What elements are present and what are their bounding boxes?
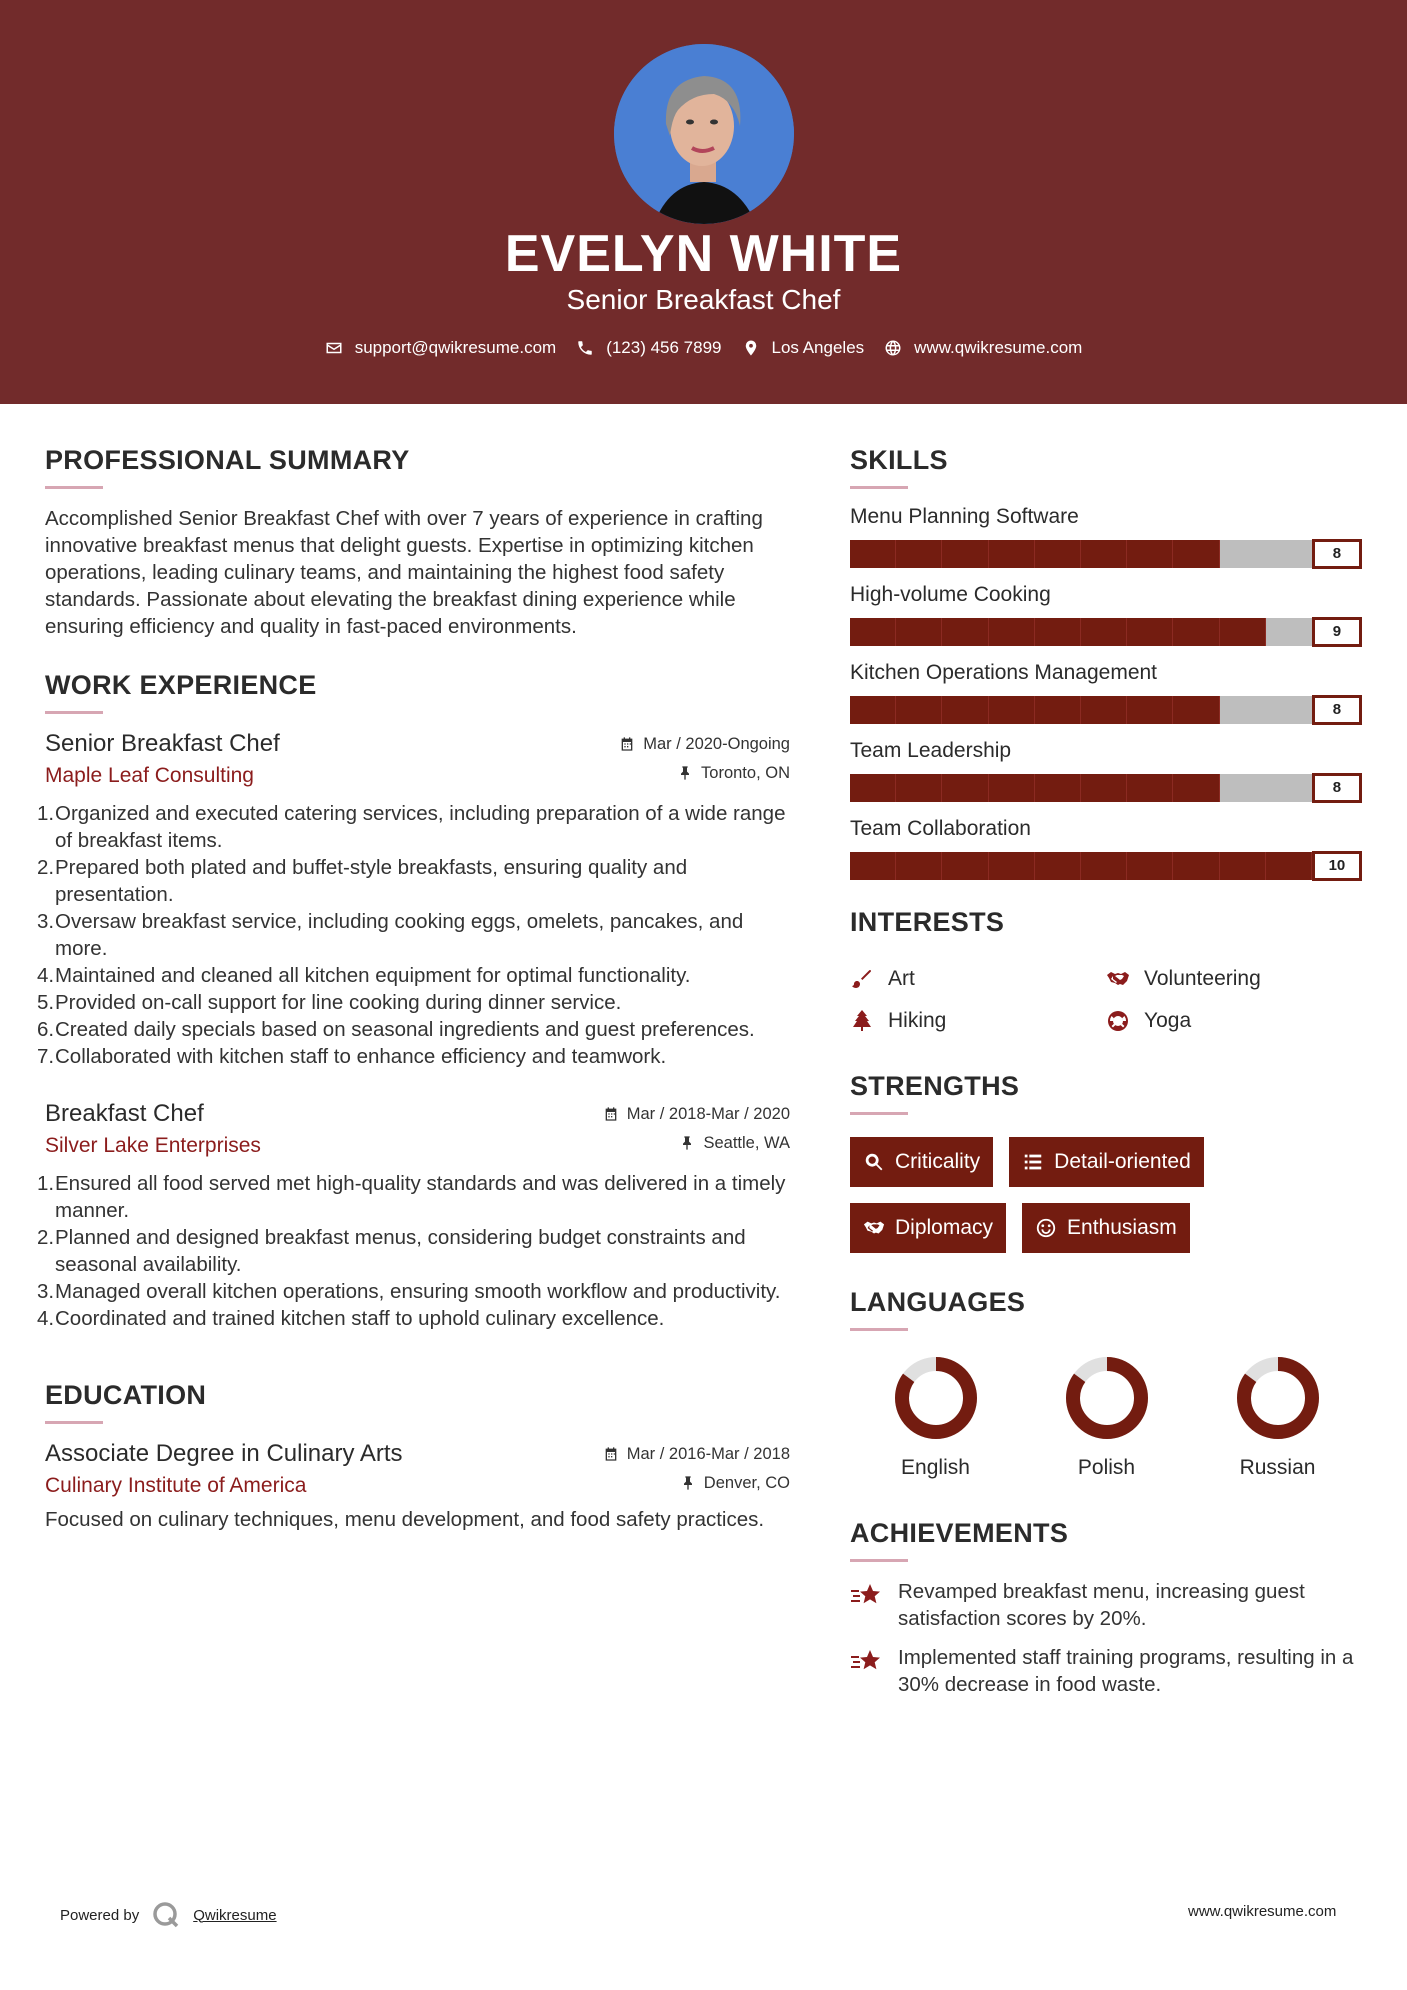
strength-label: Enthusiasm (1067, 1216, 1177, 1239)
paintbrush-icon (850, 967, 874, 991)
tree-icon (850, 1009, 874, 1033)
skill-bar-segment (1220, 618, 1266, 646)
profile-photo (614, 44, 794, 224)
skill-bar-segment (1173, 540, 1219, 568)
skill-bar-segment (896, 774, 942, 802)
section-underline (850, 486, 908, 489)
list-item: 3. Managed overall kitchen operations, ensuring smooth workflow and productivity. (37, 1280, 781, 1303)
skill-bar-segment (989, 774, 1035, 802)
interests-list (850, 967, 1370, 1033)
skill-item (850, 739, 1370, 803)
list-item: 4. Coordinated and trained kitchen staff to uphold culinary excellence. (37, 1307, 665, 1330)
smile-icon (1035, 1217, 1057, 1239)
interest-label: Hiking (888, 1009, 947, 1032)
job-dates (603, 1105, 790, 1124)
list-item: 2. Prepared both plated and buffet-style breakfasts, ensuring quality and presentation. (37, 856, 688, 906)
language-donut (1062, 1353, 1152, 1443)
job-entry (37, 730, 790, 1070)
language-item (850, 1353, 1021, 1480)
job-dates-text: Mar / 2020-Ongoing (643, 734, 790, 753)
skill-bar-segment (1127, 774, 1173, 802)
skill-bar-segment (896, 696, 942, 724)
globe-icon (884, 339, 902, 357)
pushpin-icon (677, 765, 693, 781)
education-heading: EDUCATION (45, 1380, 207, 1410)
skill-bar-segment (1173, 774, 1219, 802)
contact-website-text: www.qwikresume.com (914, 338, 1083, 357)
job-location-text: Toronto, ON (701, 763, 790, 782)
job-title: Senior Breakfast Chef (45, 730, 280, 757)
list-icon (1022, 1151, 1044, 1173)
strength-label: Criticality (895, 1150, 981, 1173)
footer-url[interactable]: www.qwikresume.com (1188, 1903, 1337, 1920)
handshake-icon (863, 1217, 885, 1239)
footer-powered-by (60, 1900, 277, 1930)
skill-bar-segment (1173, 618, 1219, 646)
skill-item (850, 583, 1370, 647)
skill-bar-segment (1127, 696, 1173, 724)
section-underline (850, 1328, 908, 1331)
job-entry (37, 1100, 790, 1332)
achievement-text: Revamped breakfast menu, increasing guest satisfaction scores by 20%. (898, 1580, 1305, 1630)
skill-score-badge: 10 (1312, 851, 1362, 881)
skill-bar-segment (1220, 696, 1266, 724)
list-item: 6. Created daily specials based on seasonal ingredients and guest preferences. (37, 1018, 755, 1041)
skill-bar-segment (942, 696, 988, 724)
qwikresume-logo-icon (151, 1900, 181, 1930)
languages-list (850, 1353, 1370, 1480)
skill-bar-segment (989, 852, 1035, 880)
summary-text: Accomplished Senior Breakfast Chef with over 7 years of experience in crafting innovative breakfast menus that delight guests. Expertise in optimizing kitchen operations, leading culinary teams, and maintaining the highest food safety standards. Passionate about elevating the breakfast dining experience while ensuring efficiency and quality in fast-paced environments. (45, 507, 763, 638)
skill-bar-segment (896, 618, 942, 646)
job-location (677, 764, 790, 783)
skill-bar-segment (942, 618, 988, 646)
skill-name: Menu Planning Software (850, 505, 1079, 528)
job-location-text: Seattle, WA (703, 1133, 790, 1152)
language-item (1192, 1353, 1363, 1480)
qwikresume-link[interactable]: Qwikresume (193, 1906, 277, 1924)
strength-chip (1009, 1137, 1204, 1187)
interests-heading: INTERESTS (850, 907, 1005, 937)
education-location (680, 1474, 790, 1493)
skill-bar-segment (989, 696, 1035, 724)
list-item: 7. Collaborated with kitchen staff to enhance efficiency and teamwork. (37, 1045, 667, 1068)
candidate-title: Senior Breakfast Chef (566, 284, 841, 315)
strengths-list (850, 1137, 1350, 1253)
list-item: 1. Ensured all food served met high-quality standards and was delivered in a timely manner. (37, 1172, 786, 1222)
skills-heading: SKILLS (850, 445, 948, 475)
contact-email-text: support@qwikresume.com (354, 338, 557, 357)
language-name: Russian (1239, 1456, 1316, 1479)
contact-phone-text: (123) 456 7899 (606, 338, 722, 357)
job-duties-list (37, 1170, 790, 1332)
strength-label: Detail-oriented (1054, 1150, 1191, 1173)
language-name: English (901, 1456, 970, 1479)
strength-chip (850, 1203, 1006, 1253)
strength-chip (1022, 1203, 1190, 1253)
skill-bar-segment (1127, 540, 1173, 568)
list-item: 1. Organized and executed catering services, including preparation of a wide range of breakfast items. (37, 802, 786, 852)
interest-label: Yoga (1144, 1009, 1192, 1032)
skill-bar-segment (1081, 774, 1127, 802)
education-dates (603, 1445, 790, 1464)
handshake-icon (1106, 967, 1130, 991)
education-description: Focused on culinary techniques, menu development, and food safety practices. (45, 1508, 765, 1531)
job-title: Breakfast Chef (45, 1100, 204, 1127)
section-underline (45, 486, 103, 489)
strength-chip (850, 1137, 993, 1187)
skill-bar-segment (1266, 540, 1312, 568)
pushpin-icon (679, 1135, 695, 1151)
language-donut (1233, 1353, 1323, 1443)
job-dates (619, 735, 790, 754)
section-underline (850, 1112, 908, 1115)
skill-bar-segment (1035, 852, 1081, 880)
skill-bar-segment (1127, 852, 1173, 880)
achievements-list (850, 1578, 1370, 1698)
interest-label: Art (888, 967, 915, 990)
left-column (37, 445, 790, 1533)
interest-item (1106, 1009, 1362, 1033)
right-column (850, 445, 1370, 1710)
skill-bar-segment (1035, 774, 1081, 802)
skill-bar-segment (1220, 540, 1266, 568)
skill-item (850, 505, 1370, 569)
language-name: Polish (1077, 1456, 1136, 1479)
contact-location (742, 338, 865, 358)
language-donut (891, 1353, 981, 1443)
section-underline (850, 948, 908, 951)
calendar-icon (603, 1446, 619, 1462)
job-duties-list (37, 800, 790, 1070)
lifebuoy-icon (1106, 1009, 1130, 1033)
list-item: 2. Planned and designed breakfast menus, considering budget constraints and seasonal availability. (37, 1226, 746, 1276)
skill-bar-segment (942, 774, 988, 802)
interest-label: Volunteering (1144, 967, 1261, 990)
skill-bar-segment (850, 696, 896, 724)
skill-bar-segment (1035, 696, 1081, 724)
skill-score-badge: 9 (1312, 617, 1362, 647)
list-item: 4. Maintained and cleaned all kitchen equipment for optimal functionality. (37, 964, 691, 987)
skill-bar-segment (1173, 852, 1219, 880)
interest-item (850, 1009, 1106, 1033)
section-underline (45, 711, 103, 714)
skill-score-badge: 8 (1312, 695, 1362, 725)
skill-bar-segment (1220, 774, 1266, 802)
language-item (1021, 1353, 1192, 1480)
calendar-icon (603, 1106, 619, 1122)
skill-name: Team Leadership (850, 739, 1012, 762)
skill-bar-segment (942, 852, 988, 880)
skill-item (850, 661, 1370, 725)
skill-bar-segment (1035, 540, 1081, 568)
contact-bar (0, 338, 1407, 358)
skill-bar-segment (1081, 696, 1127, 724)
skill-level-bar (850, 618, 1312, 646)
skill-level-bar (850, 852, 1312, 880)
skill-bar-segment (850, 618, 896, 646)
education-dates-text: Mar / 2016-Mar / 2018 (626, 1444, 790, 1463)
skill-bar-segment (1266, 774, 1312, 802)
skill-score-badge: 8 (1312, 539, 1362, 569)
contact-website[interactable] (884, 338, 1082, 358)
skill-bar-segment (850, 852, 896, 880)
job-dates-text: Mar / 2018-Mar / 2020 (626, 1104, 790, 1123)
skill-bar-segment (1266, 696, 1312, 724)
skill-bar-segment (1081, 618, 1127, 646)
skill-level-bar (850, 696, 1312, 724)
interest-item (1106, 967, 1362, 991)
company-name: Maple Leaf Consulting (45, 764, 254, 787)
skill-name: Kitchen Operations Management (850, 661, 1158, 684)
skill-level-bar (850, 540, 1312, 568)
candidate-name: EVELYN WHITE (504, 225, 903, 283)
skill-score-badge: 8 (1312, 773, 1362, 803)
section-underline (45, 1421, 103, 1424)
skill-bar-segment (989, 618, 1035, 646)
achievements-heading: ACHIEVEMENTS (850, 1518, 1069, 1548)
strength-label: Diplomacy (895, 1216, 994, 1239)
skill-level-bar (850, 774, 1312, 802)
skill-bar-segment (1220, 852, 1266, 880)
skill-bar-segment (1266, 618, 1312, 646)
section-underline (850, 1559, 908, 1562)
skill-bar-segment (1266, 852, 1312, 880)
skill-bar-segment (1081, 540, 1127, 568)
achievement-text: Implemented staff training programs, resulting in a 30% decrease in food waste. (898, 1646, 1354, 1696)
contact-phone[interactable] (576, 338, 721, 358)
contact-location-text: Los Angeles (771, 338, 865, 357)
shooting-star-icon (850, 1580, 884, 1610)
company-name: Silver Lake Enterprises (45, 1134, 261, 1157)
skill-name: High-volume Cooking (850, 583, 1051, 606)
languages-heading: LANGUAGES (850, 1287, 1026, 1317)
skill-bar-segment (989, 540, 1035, 568)
calendar-icon (619, 736, 635, 752)
experience-heading: WORK EXPERIENCE (45, 670, 317, 700)
skill-name: Team Collaboration (850, 817, 1031, 840)
skills-list (850, 505, 1370, 881)
skill-bar-segment (850, 540, 896, 568)
phone-icon (576, 339, 594, 357)
school-name: Culinary Institute of America (45, 1474, 307, 1497)
list-item: 3. Oversaw breakfast service, including cooking eggs, omelets, pancakes, and more. (37, 910, 744, 960)
envelope-icon (325, 339, 343, 357)
skill-bar-segment (896, 852, 942, 880)
skill-bar-segment (942, 540, 988, 568)
strengths-heading: STRENGTHS (850, 1071, 1020, 1101)
list-item: 5. Provided on-call support for line cooking during dinner service. (37, 991, 622, 1014)
summary-heading: PROFESSIONAL SUMMARY (45, 445, 410, 475)
skill-item (850, 817, 1370, 881)
job-location (679, 1134, 790, 1153)
skill-bar-segment (1035, 618, 1081, 646)
map-pin-icon (742, 339, 760, 357)
degree-title: Associate Degree in Culinary Arts (45, 1440, 403, 1467)
skill-bar-segment (850, 774, 896, 802)
powered-by-label: Powered by (60, 1906, 140, 1924)
pushpin-icon (680, 1475, 696, 1491)
skill-bar-segment (896, 540, 942, 568)
shooting-star-icon (850, 1646, 884, 1676)
skill-bar-segment (1127, 618, 1173, 646)
achievement-item (850, 1578, 1370, 1632)
resume-header (0, 0, 1407, 404)
skill-bar-segment (1081, 852, 1127, 880)
skill-bar-segment (1173, 696, 1219, 724)
interest-item (850, 967, 1106, 991)
contact-email[interactable] (325, 338, 557, 358)
education-location-text: Denver, CO (703, 1473, 790, 1492)
search-icon (863, 1151, 885, 1173)
education-entry (45, 1440, 790, 1533)
achievement-item (850, 1644, 1370, 1698)
